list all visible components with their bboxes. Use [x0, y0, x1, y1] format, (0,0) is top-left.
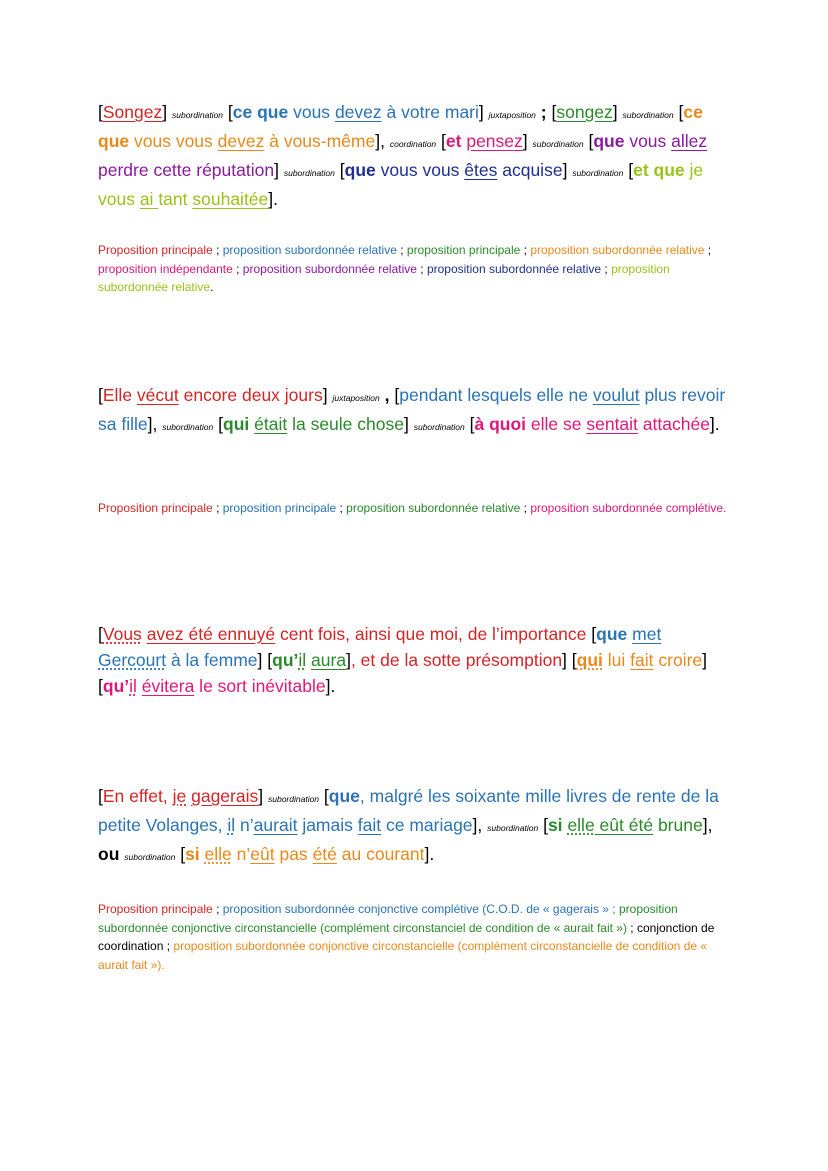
verb: voulut [592, 385, 640, 405]
verb: songez [556, 102, 613, 122]
verb: êtes [464, 160, 498, 180]
legend-item: proposition subordonnée relative [222, 243, 397, 257]
verb: évitera [141, 676, 195, 696]
relation-tag: subordination [162, 422, 214, 432]
verb: fait [357, 815, 382, 835]
clause-text: vous vous [375, 160, 465, 180]
clause-text: jamais [297, 815, 358, 835]
coordinating-conjunction: ou [98, 844, 120, 864]
relative-pronoun: ce que [98, 102, 703, 151]
conjunction: si [547, 815, 563, 835]
clause-text: cent fois, ainsi que moi, de l’importance [275, 624, 592, 644]
legend-item: proposition subordonnée complétive. [530, 501, 727, 515]
clause-text: lui [602, 650, 631, 670]
clause-text: pendant lesquels elle ne [399, 385, 593, 405]
legend-item: proposition subordonnée relative [530, 243, 705, 257]
relation-tag: subordination [572, 168, 624, 178]
clause-text: attachée [637, 414, 710, 434]
clause-text: vous [288, 102, 335, 122]
relation-tag: juxtaposition [488, 110, 536, 120]
clause-text: perdre cette réputation [98, 160, 275, 180]
subject: elle [204, 844, 232, 864]
verb: met [632, 624, 662, 644]
clause-text: , malgré les soixante mille livres de rente de la petite Volanges, [98, 786, 719, 835]
relative-pronoun: que [344, 160, 376, 180]
subject: il [129, 676, 137, 696]
legend-item: proposition subordonnée relative [242, 261, 417, 276]
legend-1: Proposition principale ; proposition subordonnée relative ; proposition principale ; proposition subordonnée relative ; proposition indépendante ; proposition subordonnée relative ; proposition subordonnée relative ; proposition subordonnée relative. [98, 243, 712, 294]
verb: devez [217, 131, 265, 151]
verb: aurait [253, 815, 298, 835]
clause-text: encore deux jours [178, 385, 323, 405]
clause-text: tant [158, 189, 193, 209]
clause-text: la seule chose [287, 414, 404, 434]
relation-tag: subordination [124, 852, 176, 862]
legend-item: proposition principale [406, 243, 521, 257]
conjunction: si [185, 844, 200, 864]
clause-text: au courant [336, 844, 425, 864]
legend-item: proposition subordonnée relative [426, 261, 602, 276]
clause-text: brune [657, 815, 703, 835]
legend-item: proposition principale [222, 501, 337, 515]
verb: allez [671, 131, 708, 151]
verb: souhaitée [192, 189, 269, 209]
verb: était [254, 414, 288, 434]
verb: devez [334, 102, 382, 122]
verb: ai [139, 189, 159, 209]
legend-item: Proposition principale [98, 902, 213, 916]
verb: gagerais [191, 786, 259, 806]
legend-4: Proposition principale ; proposition subordonnée conjonctive complétive (C.O.D. de « gagerais » ; proposition subordonnée conjonctive circonstancielle (complément circonstanciel de condition de « aurait fait ») ; conjonction de coordination ; proposition subordonnée conjonctive circonstancielle (complément circonstancielle de condition de « aurait fait »). [98, 902, 715, 972]
relation-tag: coordination [389, 139, 437, 149]
subject: je [172, 786, 187, 806]
clause-text: elle se [526, 414, 587, 434]
relation-tag: juxtaposition [332, 393, 380, 403]
verb: eût [250, 844, 275, 864]
relative-pronoun: que [593, 131, 625, 151]
legend-item: Proposition principale [98, 243, 213, 257]
clause-text: Elle [102, 385, 137, 405]
clause-text: plus revoir sa fille [98, 385, 726, 434]
verb: sentait [586, 414, 638, 434]
verb: avez été ennuyé [146, 624, 276, 644]
sentence-2: [Elle vécut encore deux jours] juxtaposition , [pendant lesquels elle ne voulut plus revoir sa fille], subordination [qui était la seule chose] subordination [à quoi elle se sentait attachée]. [98, 385, 726, 434]
relation-tag: subordination [532, 139, 584, 149]
relation-tag: subordination [268, 794, 320, 804]
relation-tag: subordination [487, 823, 539, 833]
verb: aura [311, 650, 347, 670]
clause-text: acquise [497, 160, 563, 180]
clause-text: à vous-même [264, 131, 376, 151]
verb: pensez [466, 131, 523, 151]
relation-tag: subordination [622, 110, 674, 120]
clause-text: En effet, [102, 786, 173, 806]
conjunction: et [445, 131, 462, 151]
clause-text: le sort inévitable [194, 676, 326, 696]
clause-text: n’ [231, 844, 251, 864]
relative-pronoun: qui [223, 414, 250, 434]
subject: Gercourt [98, 650, 167, 670]
legend-item: proposition subordonnée relative [98, 261, 670, 294]
relative-pronoun: qu’ [102, 676, 130, 696]
verb: vécut [136, 385, 179, 405]
legend-item: proposition subordonnée conjonctive circonstancielle (complément circonstancielle de condition de « aurait fait »). [98, 939, 708, 972]
clause-text: n’ [235, 815, 254, 835]
verb: fait [630, 650, 654, 670]
relative-pronoun: que [596, 624, 628, 644]
clause-text: , et de la sotte présomption [350, 650, 563, 670]
clause-text: vous vous [129, 131, 218, 151]
clause-text: vous [624, 131, 672, 151]
legend-item: proposition subordonnée conjonctive complétive (C.O.D. de « gagerais » ; [222, 902, 616, 916]
clause-text: je vous [98, 160, 704, 209]
subject: Vous [102, 624, 142, 644]
legend-item: conjonction de coordination [98, 920, 715, 953]
clause-text: pas [274, 844, 313, 864]
legend-item: proposition subordonnée conjonctive circonstancielle (complément circonstanciel de condition de « aurait fait ») [98, 902, 678, 935]
clause-text: ce mariage [381, 815, 473, 835]
relative-pronoun: qu’ [272, 650, 299, 670]
verb: eût été [594, 815, 654, 835]
verb: Songez [102, 102, 163, 122]
legend-item: proposition subordonnée relative [346, 501, 521, 515]
legend-item: proposition indépendante [98, 261, 233, 276]
sentence-1: [Songez] subordination [ce que vous devez à votre mari] juxtaposition ; [songez] subordination [ce que vous vous devez à vous-même], coordination [et pensez] subordination [que vous allez perdre cette réputation] subordination [que vous vous êtes acquise] subordination [et que je vous ai tant souhaitée]. [98, 102, 708, 209]
subject: il [227, 815, 236, 835]
legend-item: Proposition principale [98, 501, 213, 515]
relative-pronoun: et que [633, 160, 685, 180]
relation-tag: subordination [283, 168, 335, 178]
relative-pronoun: à quoi [474, 414, 527, 434]
sentence-3: [Vous avez été ennuyé cent fois, ainsi que moi, de l’importance [que met Gercourt à la femme] [qu’il aura], et de la sotte présomption] [qui lui fait croire] [qu’il évitera le sort inévitable]. [98, 624, 708, 696]
clause-text: à votre mari [381, 102, 479, 122]
relative-pronoun: ce que [232, 102, 289, 122]
relation-tag: subordination [171, 110, 224, 120]
clause-text: à la femme [166, 650, 258, 670]
relation-tag: subordination [413, 422, 465, 432]
clause-text: croire [658, 650, 703, 670]
legend-2: Proposition principale ; proposition principale ; proposition subordonnée relative ; proposition subordonnée complétive. [98, 501, 727, 515]
subject: elle [567, 815, 595, 835]
verb: été [312, 844, 337, 864]
subject: il [298, 650, 307, 670]
relative-pronoun: qui [576, 650, 603, 670]
conjunction: que [328, 786, 360, 806]
sentence-4: [En effet, je gagerais] subordination [que, malgré les soixante mille livres de rente de la petite Volanges, il n’aurait jamais fait ce mariage], subordination [si elle eût été brune], ou subordination [si elle n’eût pas été au courant]. [98, 786, 719, 864]
